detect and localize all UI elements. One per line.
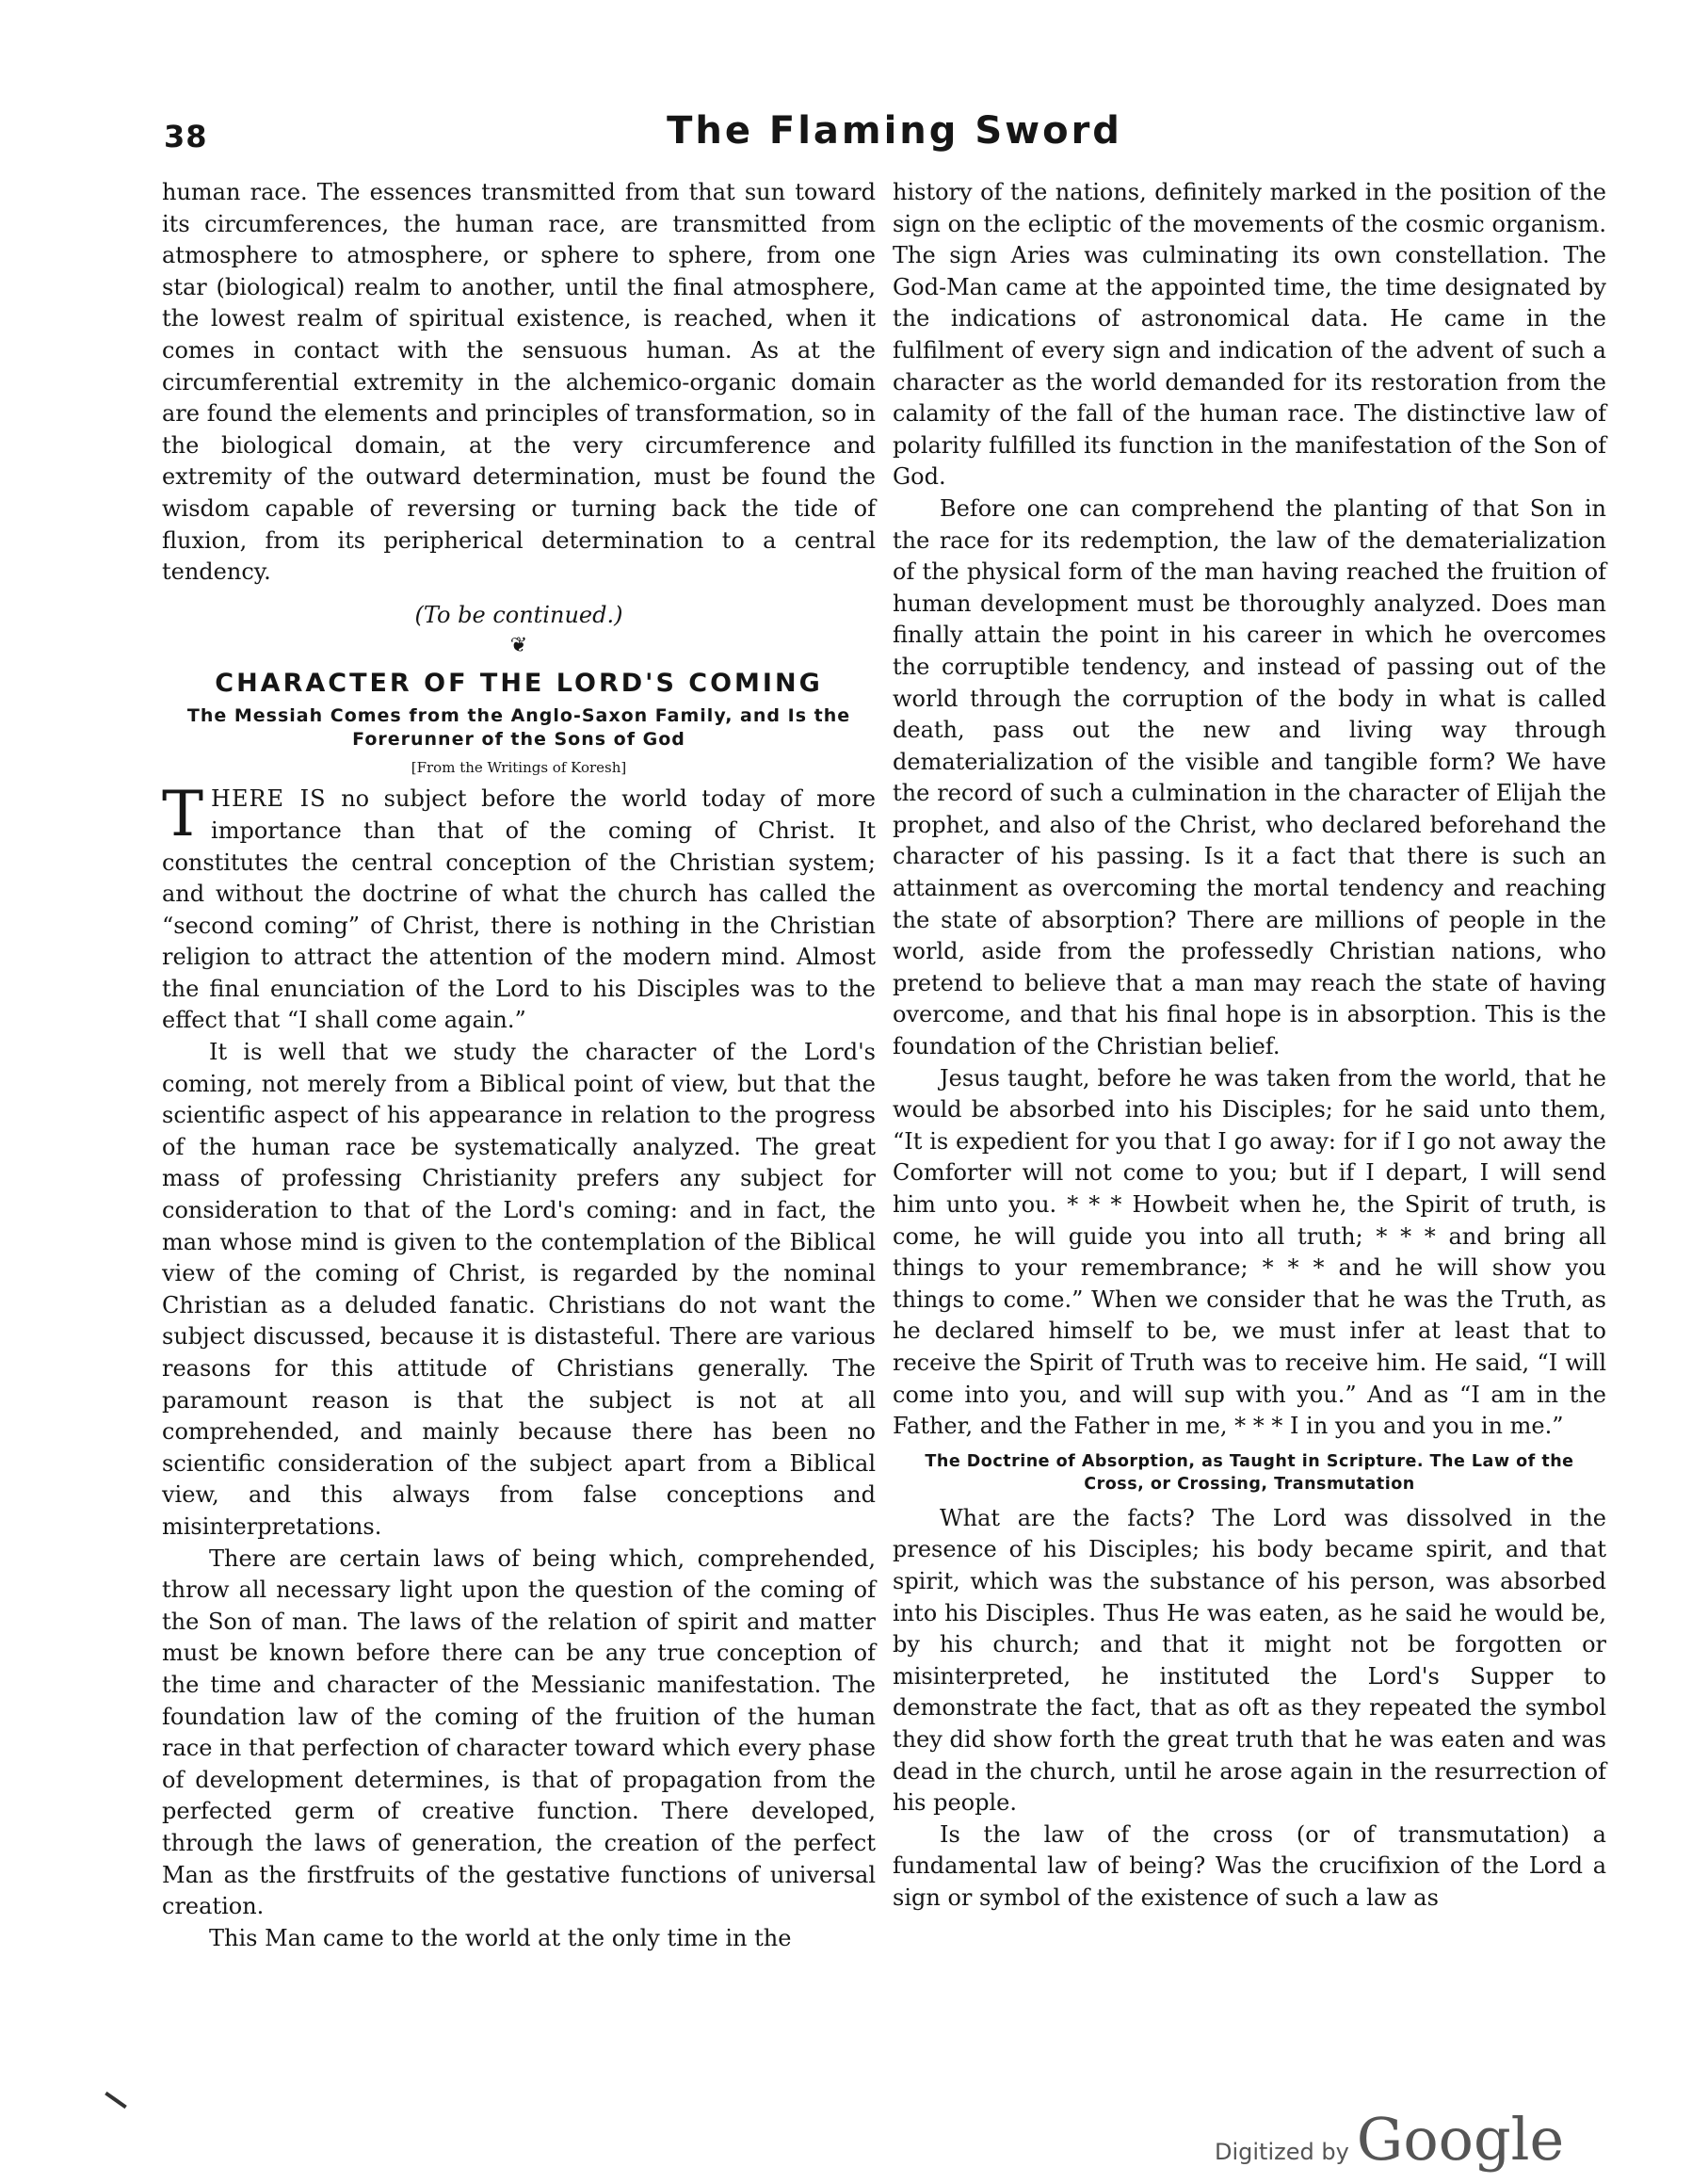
drop-cap: T xyxy=(162,778,204,851)
right-paragraph-4: What are the facts? The Lord was dissolved in the presence of his Disciples; his body became spirit, and that spirit, which was the substance of his person, was absorbed into his Disciples. Thus He was eaten, as he said he would be, by his church; and that it might not be forgotten or misinterpreted, he instituted the Lord's Supper to demonstrate the fact, that as oft as they repeated the symbol they did show forth the great truth that he was eaten and was dead in the church, until he arose again in the resurrection of his people. xyxy=(893,1504,1606,1817)
right-paragraph-1: history of the nations, definitely marked in the position of the sign on the ecliptic of the movements of the cosmic organism. The sign Aries was culminating its own constellation. The God-Man came at the appointed time, the time designated by the indications of astronomical data. He came in the fulfilment of every sign and indication of the advent of such a character as the world demanded for its restoration from the calamity of the fall of the human race. The distinctive law of polarity fulfilled its function in the manifestation of the Son of God. xyxy=(893,179,1606,491)
article-paragraph-1 xyxy=(162,778,876,1037)
right-paragraph-3: Jesus taught, before he was taken from the world, that he would be absorbed into his Disciples; for he said unto them, “It is expedient for you that I go away: for if I go not away the Comforter will not come to you; but if I depart, I will send him unto you. * * * Howbeit when he, the Spirit of truth, is come, he will guide you into all truth; * * * and bring all things to your remembrance; * * * and he will show you things to come.” When we consider that he was the Truth, as he declared himself to be, we must infer at least that to receive the Spirit of Truth was to receive him. He said, “I will come into you, and will sup with you.” And as “I am in the Father, and the Father in me, * * * I in you and you in me.” xyxy=(893,1064,1606,1440)
digitized-prefix: Digitized by xyxy=(1215,2139,1349,2165)
running-title: The Flaming Sword xyxy=(667,109,1122,153)
digitized-by-watermark xyxy=(1215,2105,1565,2174)
ornament: ❦ xyxy=(509,634,528,658)
scan-mark xyxy=(105,2092,127,2109)
lead-words: HERE IS xyxy=(211,785,327,813)
continued-note: (To be continued.) xyxy=(414,601,623,628)
paragraph-text: no subject before the world today of more importance than that of the coming of Christ. It constitutes the central conception of the Christian system; and without the doctrine of what the church has called the “second coming” of Christ, there is nothing in the Christian religion to attract the attention of the modern mind. Almost the final enunciation of the Lord to his Disciples was to the effect that “I shall come again.” xyxy=(162,785,876,1034)
left-column xyxy=(162,177,876,1954)
right-paragraph-5: Is the law of the cross (or of transmutation) a fundamental law of being? Was the crucifixion of the Lord a sign or symbol of the existence of such a law as xyxy=(893,1820,1606,1911)
google-logo: Google xyxy=(1356,2105,1565,2174)
article-source: [From the Writings of Koresh] xyxy=(411,759,627,777)
article-paragraph-3: There are certain laws of being which, comprehended, throw all necessary light upon the question of the coming of the Son of man. The laws of the relation of spirit and matter must be known before there can be any true conception of the time and character of the Messianic manifestation. The foundation law of the coming of the fruition of the human race in that perfection of character toward which every phase of development determines, is that of propagation from the perfected germ of creative function. There developed, through the laws of generation, the creation of the perfect Man as the firstfruits of the gestative functions of universal creation. xyxy=(162,1544,876,1920)
page-number: 38 xyxy=(164,119,208,154)
right-paragraph-2: Before one can comprehend the planting of that Son in the race for its redemption, the law of the dematerialization of the physical form of the man having reached the fruition of human development must be thoroughly analyzed. Does man finally attain the point in his career in which he overcomes the corruptible tendency, and instead of passing out of the world through the corruption of the body in what is called death, pass out the new and living way through dematerialization of the visible and tangible form? We have the record of such a culmination in the character of Elijah the prophet, and also of the Christ, who declared beforehand the character of his passing. Is it a fact that there is such an attainment as overcoming the mortal tendency and reaching the state of absorption? There are millions of people in the world, aside from the professedly Christian nations, who pretend to believe that a man may reach the state of having overcome, and that his final hope is in absorption. This is the foundation of the Christian belief. xyxy=(893,494,1606,1060)
continued-paragraph: human race. The essences transmitted from that sun toward its circumferences, the human race, are transmitted from atmosphere to atmosphere, or sphere to sphere, from one star (biological) realm to another, until the final atmosphere, the lowest realm of spiritual existence, is reached, when it comes in contact with the sensuous human. As at the circumferential extremity in the alchemico-organic domain are found the elements and principles of transformation, so in the biological domain, at the very circumference and extremity of the outward determination, must be found the wisdom capable of reversing or turning back the tide of fluxion, from its peripherical determination to a central tendency. xyxy=(162,179,876,586)
article-paragraph-2: It is well that we study the character of the Lord's coming, not merely from a Biblical point of view, but that the scientific aspect of his appearance in relation to the progress of the human race be systematically analyzed. The great mass of professing Christianity prefers any subject for consideration to that of the Lord's coming: and in fact, the man whose mind is given to the contemplation of the Biblical view of the coming of Christ, is regarded by the nominal Christian as a deluded fanatic. Christians do not want the subject discussed, because it is distasteful. There are various reasons for this attitude of Christians generally. The paramount reason is that the subject is not at all comprehended, and mainly because there has been no scientific consideration of the subject apart from a Biblical view, and this always from false conceptions and misinterpretations. xyxy=(162,1039,876,1540)
article-paragraph-4: This Man came to the world at the only time in the xyxy=(209,1924,792,1951)
article-title: CHARACTER OF THE LORD'S COMING xyxy=(215,669,823,699)
section-heading: The Doctrine of Absorption, as Taught in Scripture. The Law of the Cross, or Crossing, Transmutation xyxy=(925,1451,1574,1494)
right-column xyxy=(893,177,1606,1914)
article-subtitle: The Messiah Comes from the Anglo-Saxon Family, and Is the Forerunner of the Sons of God xyxy=(186,705,851,751)
